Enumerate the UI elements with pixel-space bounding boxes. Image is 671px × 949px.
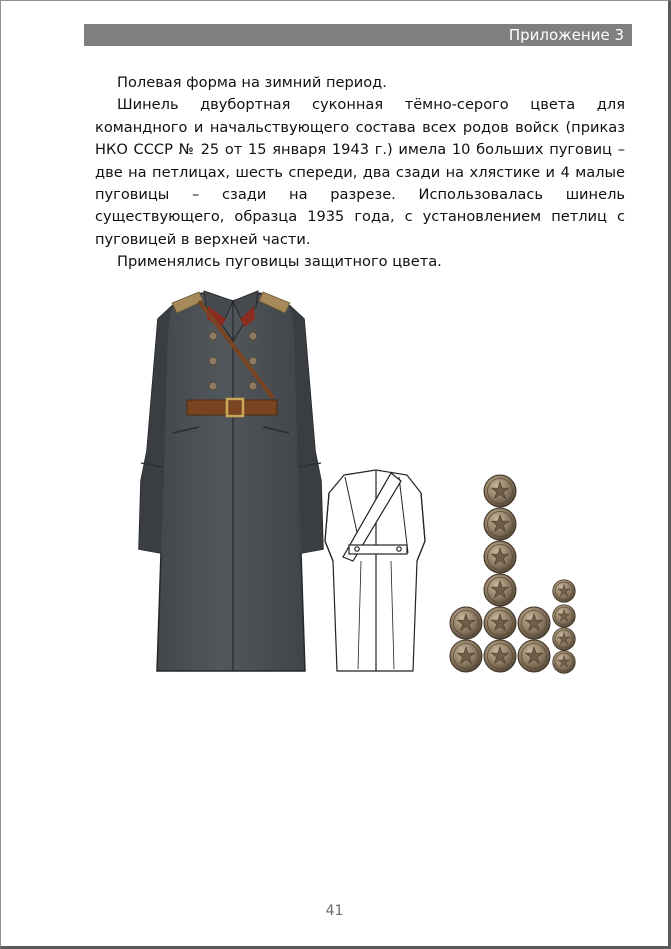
large-button <box>450 640 482 672</box>
greatcoat-front <box>139 291 323 671</box>
large-button <box>484 640 516 672</box>
appendix-label: Приложение 3 <box>508 26 624 44</box>
large-button <box>518 640 550 672</box>
large-button <box>484 574 516 606</box>
large-button <box>518 607 550 639</box>
small-button <box>553 605 576 628</box>
large-button <box>484 508 516 540</box>
paragraph-title: Полевая форма на зимний период. <box>117 74 387 91</box>
uniform-illustration <box>1 1 668 701</box>
large-button <box>450 607 482 639</box>
small-button <box>553 628 576 651</box>
buttons-display <box>450 475 575 673</box>
paragraph-buttons-note: Применялись пуговицы защитного цвета. <box>117 253 442 271</box>
small-button <box>553 580 576 603</box>
large-button <box>484 541 516 573</box>
page-number: 41 <box>325 903 344 919</box>
large-button <box>484 607 516 639</box>
large-button <box>484 475 516 507</box>
paragraph-description: Шинель двубортная суконная тёмно-серого цвета для командного и начальствующего состава всех родов войск (приказ НКО СССР № 25 от 15 января 1943 г.) имела 10 больших пуговиц – две на петлицах, шесть спереди, два сзади на хлястике и 4 малые пуговицы – сзади на разрезе. Использовалась шинель существующего, образца 1935 года, с установлением петлиц с пуговицей в верхней части. <box>95 96 625 248</box>
greatcoat-back <box>325 470 425 671</box>
small-button <box>553 651 576 674</box>
